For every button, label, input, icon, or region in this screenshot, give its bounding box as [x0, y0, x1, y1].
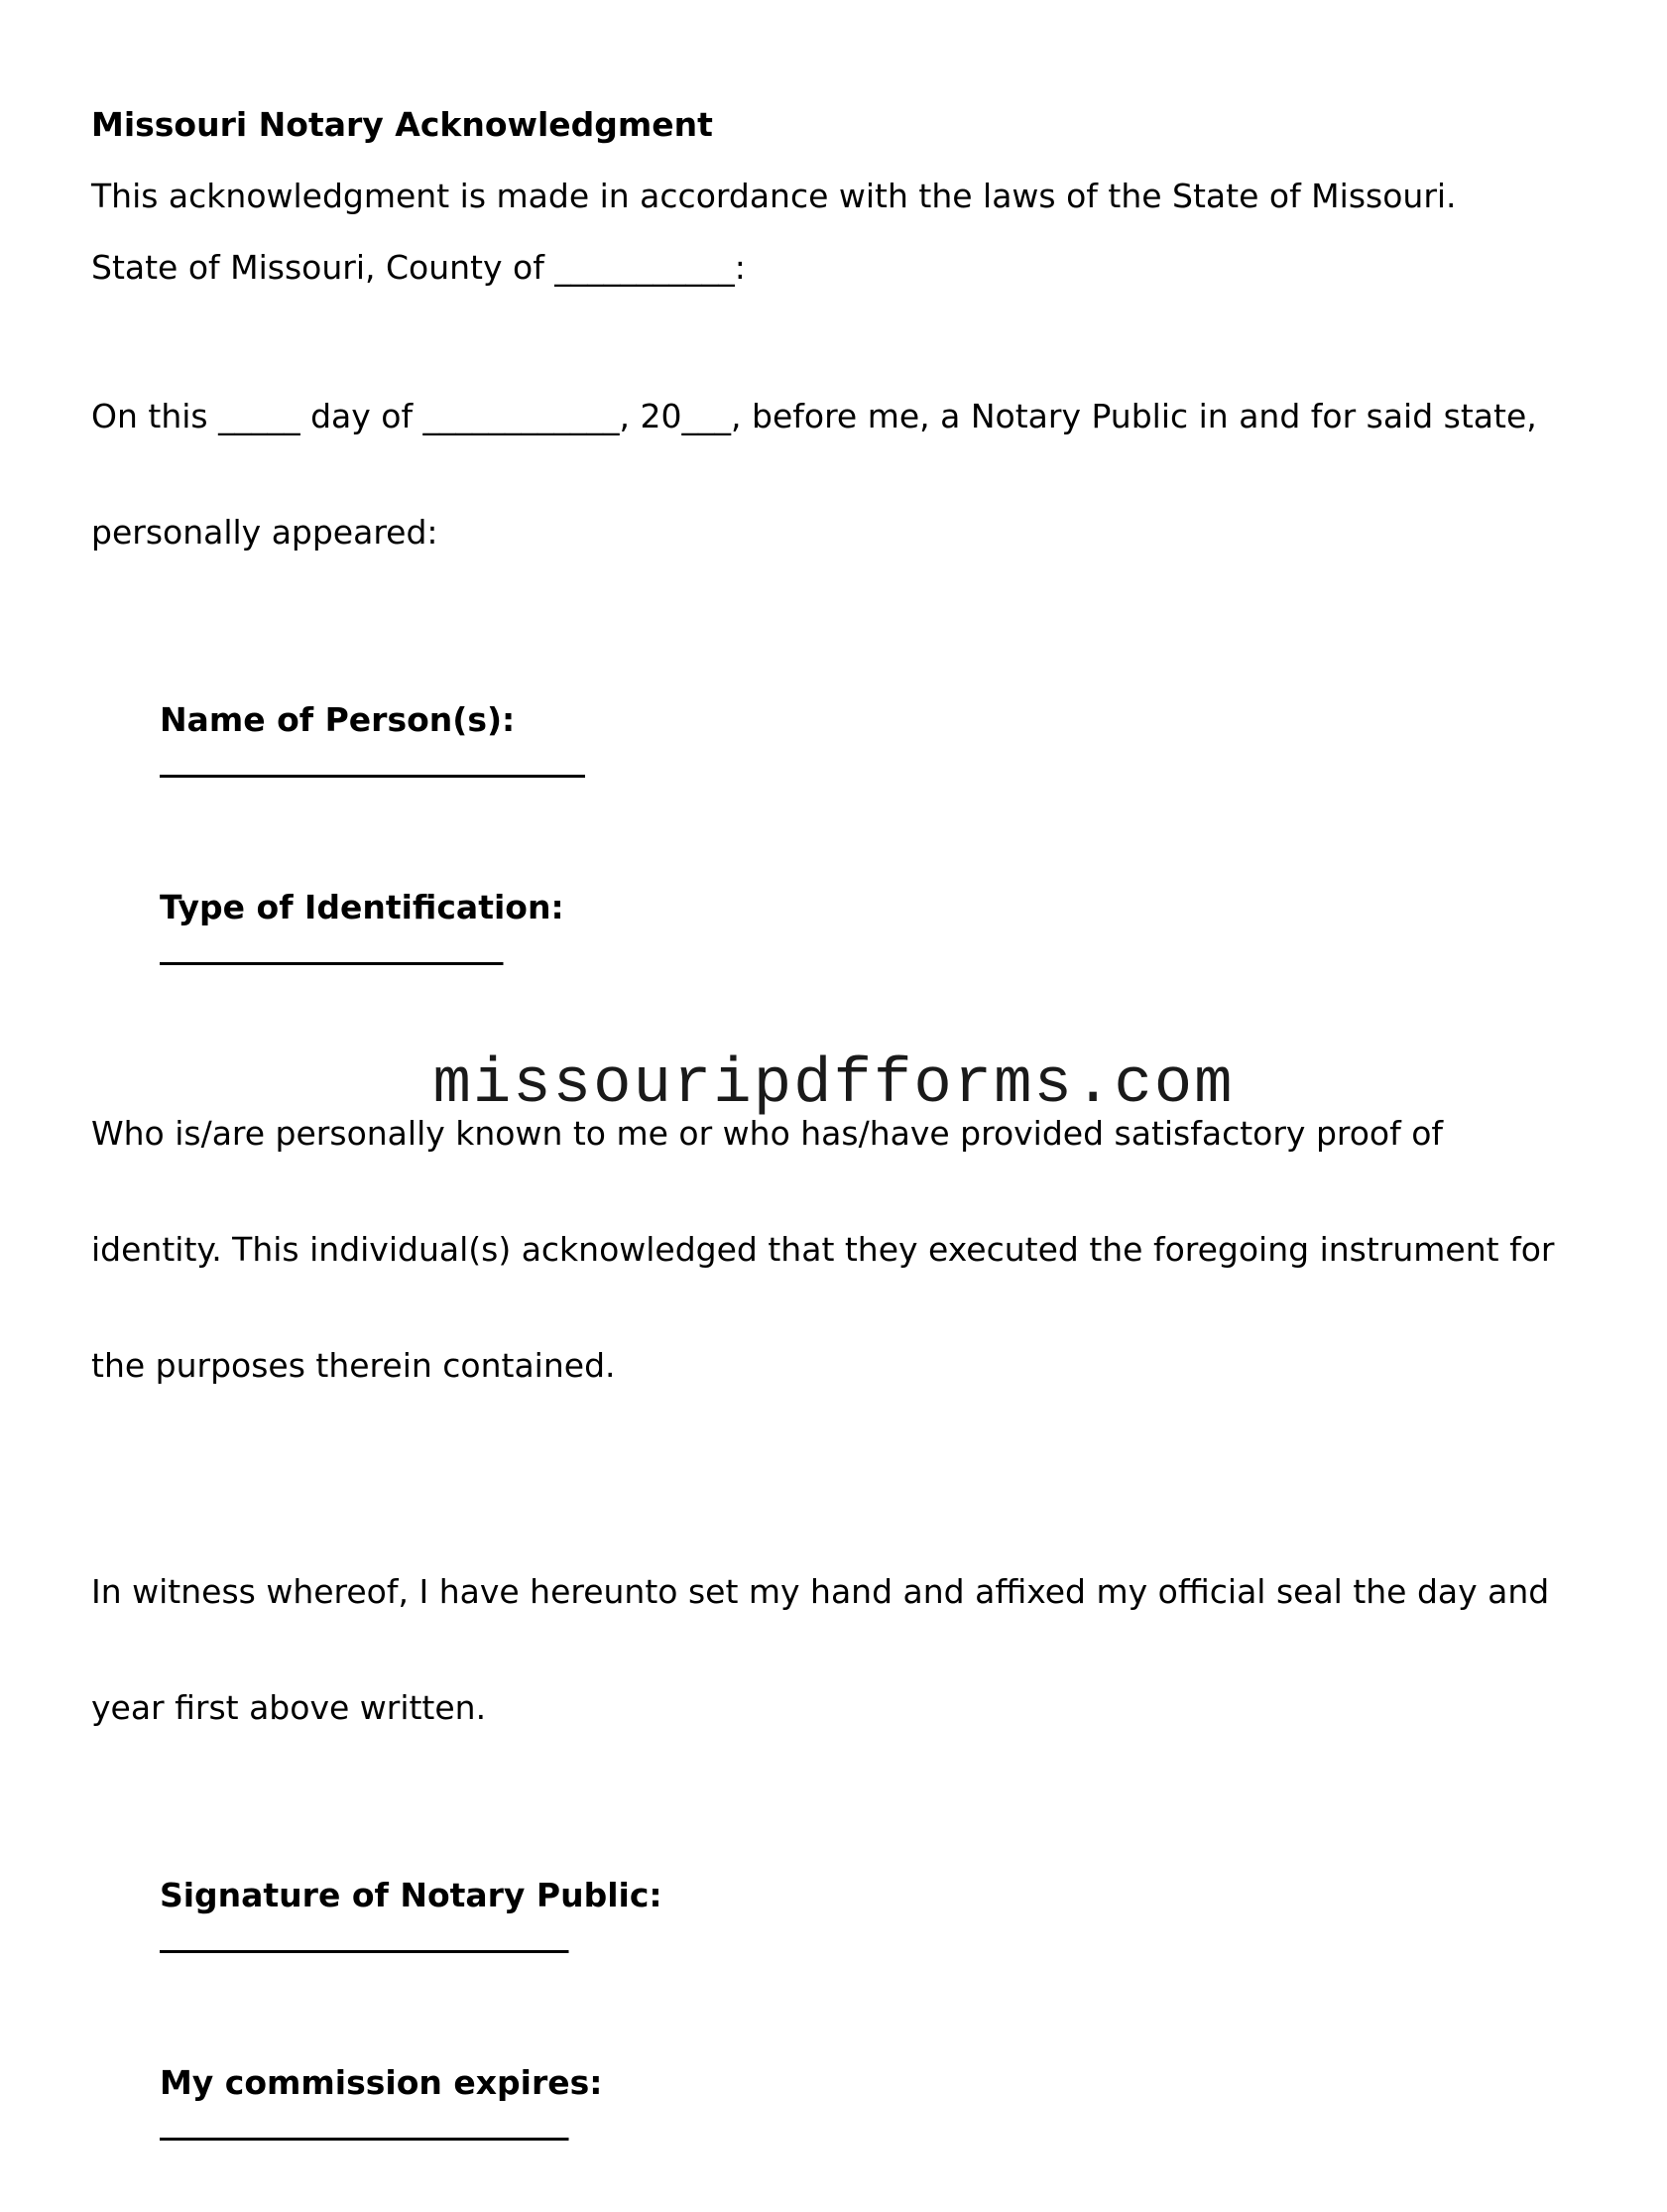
document-body: [91, 105, 1579, 2212]
name-of-persons-field: [91, 662, 1579, 816]
identification-type-label: Type of Identification:: [159, 888, 564, 926]
notary-signature-field: [91, 1837, 1579, 1992]
appearance-paragraph: [91, 319, 1579, 629]
witness-paragraph: [91, 1495, 1579, 1804]
appearance-line: On this _____ day of ____________, 20___, before me, a Notary Public in and for said state,: [91, 397, 1537, 435]
known-line: Who is/are personally known to me or who has/have provided satisfactory proof of: [91, 1114, 1444, 1153]
commission-expires-label: My commission expires:: [159, 2063, 603, 2102]
commission-expires-field: [91, 2025, 1579, 2179]
notary-signature-label: Signature of Notary Public:: [159, 1876, 662, 1914]
identification-type-field: [91, 849, 1579, 1004]
commission-expires-blank[interactable]: _________________________: [159, 2102, 569, 2141]
witness-line: year first above written.: [91, 1688, 487, 1727]
intro-paragraph: This acknowledgment is made in accordance with the laws of the State of Missouri.: [91, 177, 1457, 215]
name-of-persons-blank[interactable]: __________________________: [159, 739, 585, 778]
document-title: Missouri Notary Acknowledgment: [91, 105, 713, 144]
site-watermark: missouripdfforms.com: [432, 1049, 1235, 1121]
venue-line: State of Missouri, County of ___________:: [91, 248, 746, 287]
known-line: identity. This individual(s) acknowledged that they executed the foregoing instrument for: [91, 1230, 1555, 1269]
witness-line: In witness whereof, I have hereunto set my hand and affixed my official seal the day and: [91, 1572, 1550, 1611]
appearance-line: personally appeared:: [91, 513, 438, 552]
identification-type-blank[interactable]: _____________________: [159, 926, 504, 965]
name-of-persons-label: Name of Person(s):: [159, 700, 516, 739]
notary-signature-blank[interactable]: _________________________: [159, 1914, 569, 1953]
known-line: the purposes therein contained.: [91, 1346, 616, 1385]
